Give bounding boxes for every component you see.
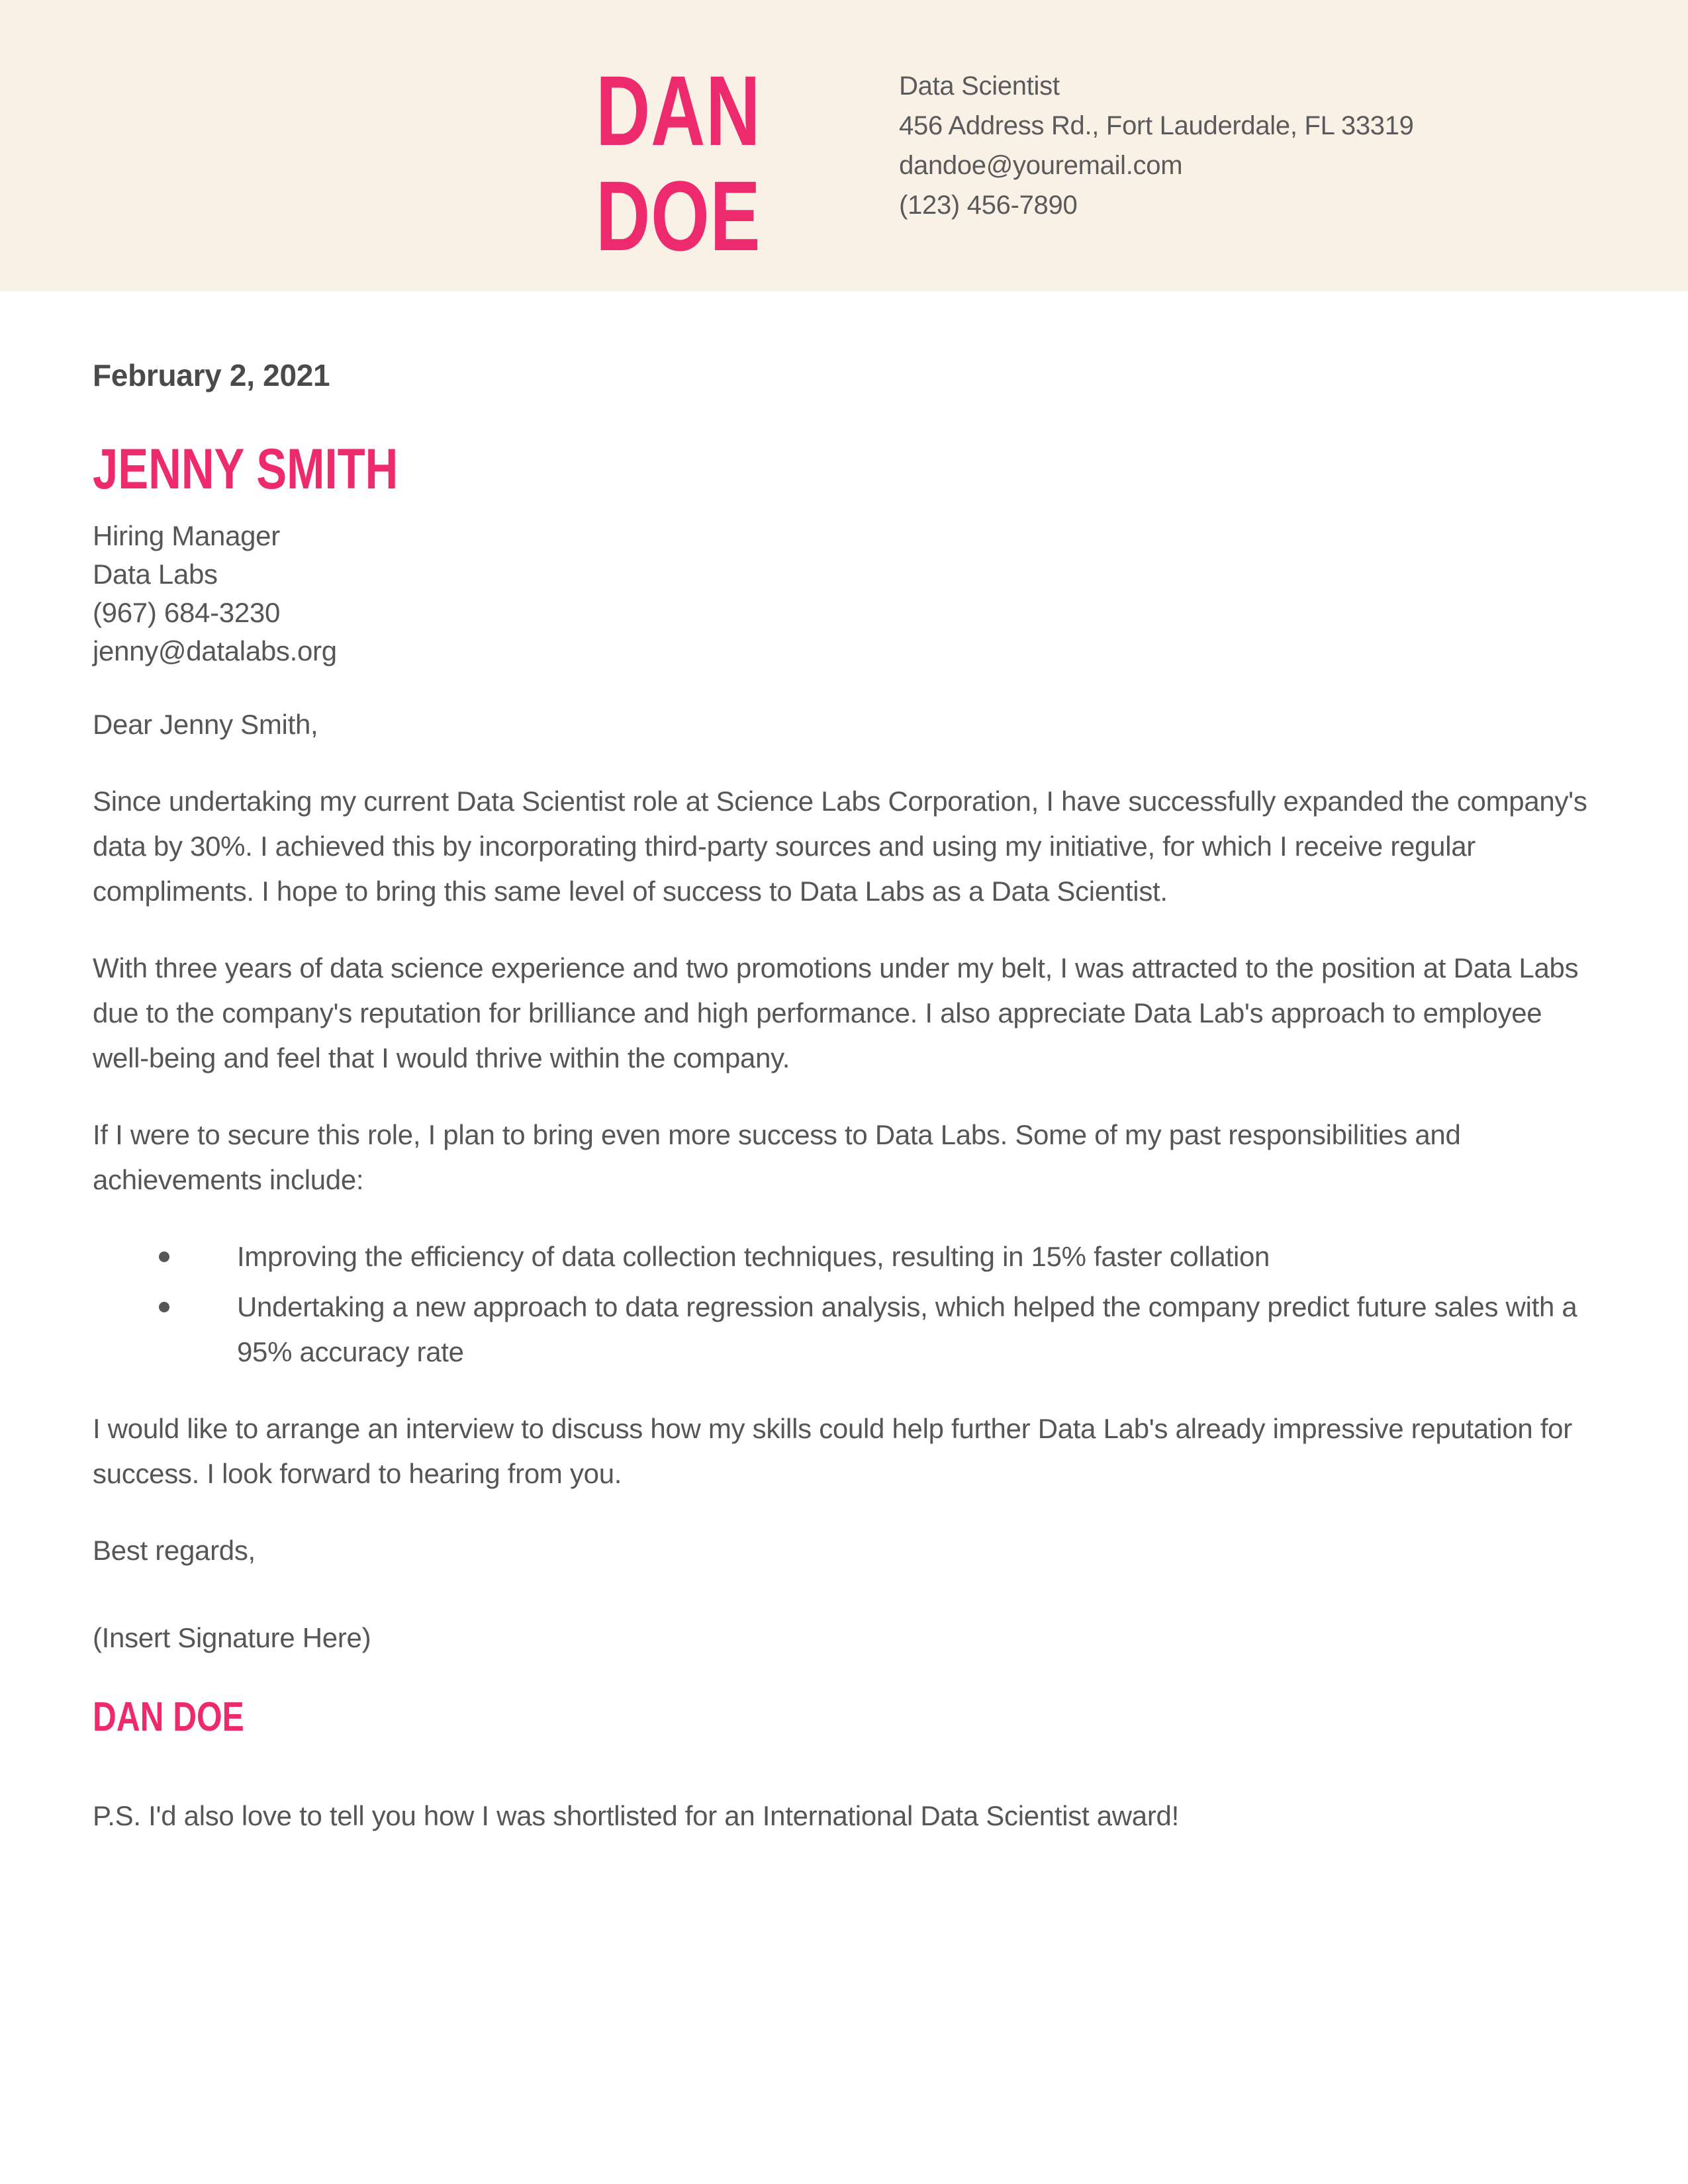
recipient-name: JENNY SMITH: [93, 437, 399, 501]
logo-last-name: DOE: [596, 160, 761, 271]
contact-phone: (123) 456-7890: [899, 191, 1078, 220]
signature-placeholder: (Insert Signature Here): [93, 1622, 371, 1653]
postscript: P.S. I'd also love to tell you how I was shortlisted for an International Data Scientist award!: [93, 1800, 1179, 1831]
contact-address: 456 Address Rd., Fort Lauderdale, FL 33319: [899, 111, 1414, 140]
recipient-details: [93, 517, 1595, 670]
list-item: [93, 1234, 1595, 1279]
header-content: [0, 0, 1688, 269]
achievement-list: [93, 1234, 1595, 1375]
letter-body: [0, 357, 1688, 1839]
contact-email: dandoe@youremail.com: [899, 151, 1183, 180]
recipient-email: jenny@datalabs.org: [93, 635, 337, 666]
logo-first-name: DAN: [596, 55, 761, 166]
contact-info: [899, 58, 1414, 225]
letter-date: February 2, 2021: [93, 358, 330, 392]
paragraph-closing: I would like to arrange an interview to discuss how my skills could help further Data Lab's already impressive reputation for success. I look forward to hearing from you.: [93, 1413, 1572, 1489]
contact-job-title: Data Scientist: [899, 71, 1060, 101]
sign-off: Best regards,: [93, 1535, 256, 1566]
list-item-text: Undertaking a new approach to data regression analysis, which helped the company predict future sales with a 95% accuracy rate: [237, 1291, 1577, 1367]
list-item: [93, 1285, 1595, 1375]
recipient-role: Hiring Manager: [93, 520, 280, 551]
bullet-icon: [159, 1302, 169, 1312]
salutation: Dear Jenny Smith,: [93, 709, 318, 740]
recipient-phone: (967) 684-3230: [93, 597, 281, 628]
paragraph-achievements-lead: If I were to secure this role, I plan to bring even more success to Data Labs. Some of my past responsibilities and achievements include:: [93, 1119, 1461, 1195]
recipient-company: Data Labs: [93, 559, 218, 590]
signature-name: DAN DOE: [93, 1694, 244, 1740]
logo: [596, 55, 761, 271]
bullet-icon: [159, 1251, 169, 1262]
header-band: [0, 0, 1688, 291]
list-item-text: Improving the efficiency of data collection techniques, resulting in 15% faster collation: [237, 1241, 1270, 1272]
paragraph-experience: With three years of data science experience and two promotions under my belt, I was attracted to the position at Data Labs due to the company's reputation for brilliance and high performance. I also appreciate Data Lab's approach to employee well-being and feel that I would thrive within the company.: [93, 952, 1579, 1073]
paragraph-intro: Since undertaking my current Data Scientist role at Science Labs Corporation, I have successfully expanded the company's data by 30%. I achieved this by incorporating third-party sources and using my initiative, for which I receive regular compliments. I hope to bring this same level of success to Data Labs as a Data Scientist.: [93, 786, 1587, 907]
